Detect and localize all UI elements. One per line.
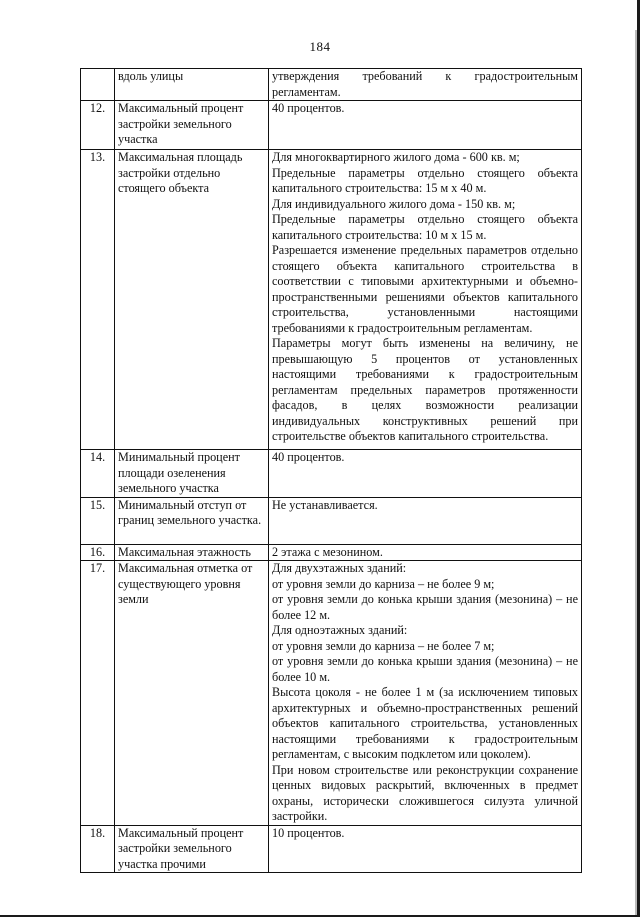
value-paragraph: 2 этажа с мезонином. [272, 544, 383, 559]
parameter-value [269, 825, 582, 873]
parameter-value [269, 450, 582, 498]
table-row [81, 450, 582, 498]
value-paragraph: Разрешается изменение предельных параметров отдельно стоящего объекта капитального строительства в соответствии с типовыми архитектурными и объемно-пространственными решениями объектов капитального строительства, установленными настоящими требованиями к градостроительным регламентам. [272, 243, 578, 335]
parameter-name: Максимальная отметка от существующего уровня земли [115, 561, 269, 826]
value-paragraph: Предельные параметры отдельно стоящего объекта капитального строительства: 10 м х 15 м. [272, 212, 578, 242]
parameter-value [269, 101, 582, 150]
value-paragraph: утверждения требований к градостроительным регламентам. [272, 69, 578, 99]
value-paragraph: от уровня земли до карниза – не более 7 м; [272, 638, 495, 653]
value-paragraph: При новом строительстве или реконструкции сохранение ценных видовых раскрытий, включенных в предмет охраны, исторически сложившегося силуэта уличной застройки. [272, 762, 578, 823]
value-paragraph: Для многоквартирного жилого дома - 600 кв. м; [272, 150, 520, 164]
value-paragraph: 40 процентов. [272, 101, 345, 115]
parameter-name: Максимальный процент застройки земельного участка прочими [115, 825, 269, 873]
value-paragraph: Для двухэтажных зданий: [272, 561, 407, 575]
row-number: 12. [81, 101, 115, 150]
row-number: 15. [81, 497, 115, 544]
value-paragraph: от уровня земли до конька крыши здания (мезонина) – не более 12 м. [272, 592, 578, 622]
row-number: 13. [81, 150, 115, 450]
value-paragraph: от уровня земли до конька крыши здания (мезонина) – не более 10 м. [272, 654, 578, 684]
row-number: 16. [81, 544, 115, 561]
table-row [81, 825, 582, 873]
value-paragraph: 10 процентов. [272, 825, 345, 840]
value-paragraph: Не устанавливается. [272, 497, 378, 512]
value-paragraph: Высота цоколя - не более 1 м (за исключением типовых архитектурных и объемно-пространственных решений объектов капитального строительства, установленных настоящими требованиями к градостроительным регламентам, с высоким подклетом или цоколем). [272, 685, 578, 761]
page-number: 184 [309, 39, 331, 54]
parameter-name: Максимальная этажность [115, 544, 269, 561]
table-row [81, 561, 582, 826]
parameter-name: Максимальный процент застройки земельного участка [115, 101, 269, 150]
table-row [81, 69, 582, 101]
parameter-value [269, 497, 582, 544]
value-paragraph: Для индивидуального жилого дома - 150 кв. м; [272, 196, 516, 211]
row-number: 18. [81, 825, 115, 873]
value-paragraph: Для одноэтажных зданий: [272, 623, 408, 637]
parameter-value [269, 69, 582, 101]
value-paragraph: Предельные параметры отдельно стоящего объекта капитального строительства: 15 м х 40 м. [272, 165, 578, 195]
parameter-value [269, 150, 582, 450]
parameter-name: вдоль улицы [115, 69, 269, 101]
table-row [81, 544, 582, 561]
row-number: 17. [81, 561, 115, 826]
parameter-name: Минимальный отступ от границ земельного участка. [115, 497, 269, 544]
regulations-table [80, 68, 582, 873]
value-paragraph: от уровня земли до карниза – не более 9 м; [272, 576, 495, 591]
parameter-value [269, 544, 582, 561]
parameter-name: Минимальный процент площади озеленения земельного участка [115, 450, 269, 498]
row-number [81, 69, 115, 101]
value-paragraph: Параметры могут быть изменены на величину, не превышающую 5 процентов от установленных настоящими требованиями к градостроительным регламентам предельных параметров протяженности фасадов, в целях возможности реализации индивидуальных конструктивных решений при строительстве объектов капитального строительства. [272, 336, 578, 443]
table-row [81, 150, 582, 450]
table-row [81, 101, 582, 150]
parameter-name: Максимальная площадь застройки отдельно стоящего объекта [115, 150, 269, 450]
row-number: 14. [81, 450, 115, 498]
value-paragraph: 40 процентов. [272, 450, 345, 464]
parameter-value [269, 561, 582, 826]
table-row [81, 497, 582, 544]
